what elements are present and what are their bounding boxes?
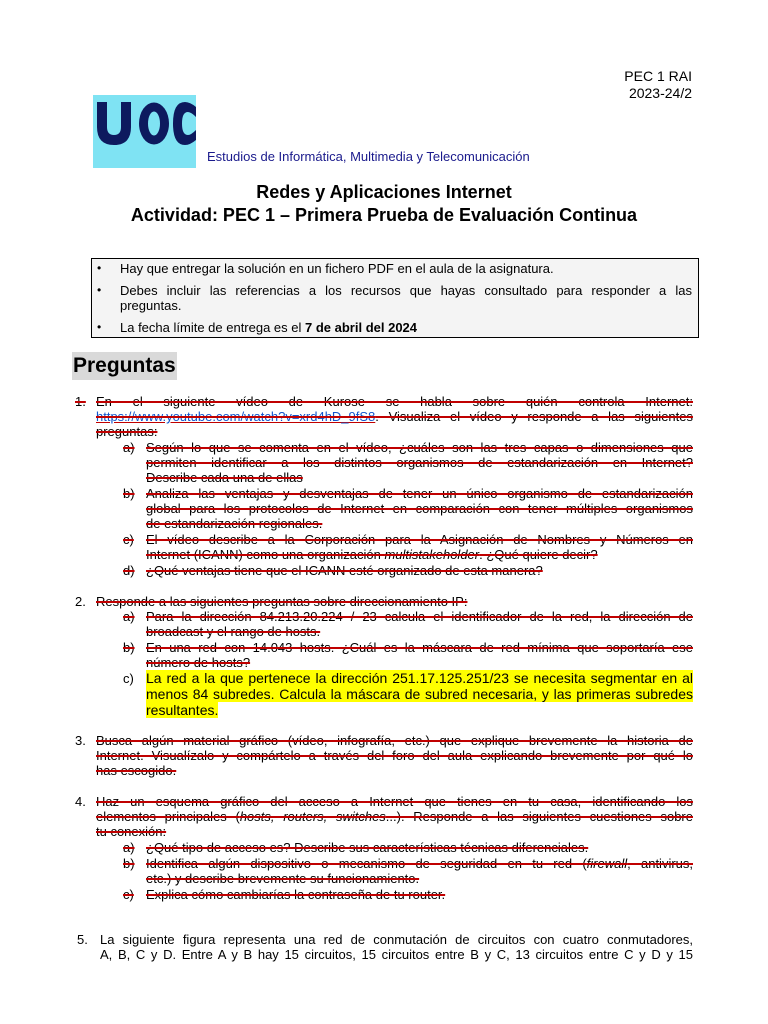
subitem-text: ¿Qué tipo de acceso es? Describe sus características técnicas diferenciales.: [146, 840, 589, 855]
subitem-text: número de hosts?: [146, 655, 251, 670]
subitem-text: de estandarización regionales.: [146, 516, 323, 531]
question-text-rest: . Visualiza el vídeo y responde a las siguientes: [375, 409, 693, 424]
uoc-logo: [93, 95, 196, 168]
text-run: , antivirus,: [627, 856, 693, 871]
question-text: Haz un esquema gráfico del acceso a Internet que tienes en tu casa, identificando los: [96, 794, 693, 809]
subitem-text: permiten identificar a los distintos organismos de estandarización en Internet?: [146, 455, 693, 470]
question-text: Responde a las siguientes preguntas sobre direccionamiento IP:: [96, 594, 468, 609]
subitem-label: a): [123, 440, 135, 455]
instruction-item: [120, 261, 692, 276]
question-number: 2.: [75, 594, 86, 609]
question-text: tu conexión:: [96, 824, 167, 839]
section-heading: Preguntas: [72, 352, 177, 380]
instruction-text: • Debes incluir las referencias a los recursos que hayas consultado para responder a las: [120, 283, 692, 298]
question-text: [96, 809, 693, 824]
page-title: Redes y Aplicaciones Internet: [256, 182, 512, 202]
subitem-text: etc.) y describe brevemente su funcionamiento.: [146, 871, 420, 886]
subitem-text: Explica cómo cambiarías la contraseña de tu router.: [146, 887, 446, 902]
text-run: ...). Responde a las siguientes cuestiones sobre: [385, 809, 693, 824]
question-number: 3.: [75, 733, 86, 748]
question-text: preguntas:: [96, 424, 158, 439]
text-run: Internet (ICANN) como una organización: [146, 547, 385, 562]
instruction-item: [120, 320, 692, 335]
instruction-text: La fecha límite de entrega es el: [120, 320, 306, 335]
subitem-text: global para los protocolos de Internet en comparación con tener múltiples organismos: [146, 501, 693, 516]
course-code: PEC 1 RAI: [624, 68, 692, 84]
course-header: [624, 68, 692, 102]
subitem-label: a): [123, 840, 135, 855]
subitem-text: [146, 856, 693, 871]
question-text: Busca algún material gráfico (vídeo, infografía, etc.) que explique brevemente la historia de: [96, 733, 693, 748]
question-number: 5.: [77, 932, 88, 947]
text-run: elementos principales (: [96, 809, 240, 824]
instruction-item: [120, 283, 692, 313]
video-link[interactable]: https://www.youtube.com/watch?v=xrd4hD_9fS8: [96, 409, 376, 424]
subitem-label: c): [123, 887, 134, 902]
highlighted-text: menos 84 subredes. Calcula la máscara de subred necesaria, y las primeras subredes: [146, 686, 693, 702]
text-emphasis: multistakeholder: [384, 547, 480, 562]
question-text: A, B, C y D. Entre A y B hay 15 circuitos, 15 circuitos entre B y C, 13 circuitos entre C y D y 15: [100, 947, 693, 962]
subitem-label: b): [123, 640, 135, 655]
uoc-logo-mark: [93, 95, 196, 168]
text-emphasis: hosts, routers, switches: [239, 809, 386, 824]
highlighted-text: resultantes.: [146, 702, 219, 718]
instructions-box: [91, 258, 699, 338]
deadline-date: 7 de abril del 2024: [305, 320, 418, 335]
text-emphasis: firewall: [586, 856, 628, 871]
subitem-label: d): [123, 563, 135, 578]
subitem-label: b): [123, 856, 135, 871]
page-subtitle: Actividad: PEC 1 – Primera Prueba de Evaluación Continua: [130, 205, 638, 225]
subitem-text: ¿Qué ventajas tiene que el ICANN esté organizado de esta manera?: [146, 563, 543, 578]
question-text: [96, 409, 693, 424]
subitem-text: Analiza las ventajas y desventajas de tener un único organismo de estandarización: [146, 486, 693, 501]
question-number: 1.: [75, 394, 86, 409]
term: 2023-24/2: [628, 85, 692, 101]
highlighted-text: La red a la que pertenece la dirección 251.17.125.251/23 se necesita segmentar en al: [146, 670, 693, 686]
instruction-text: preguntas.: [120, 298, 182, 313]
question-text: has escogido.: [96, 763, 177, 778]
subitem-text: broadcast y el rango de hosts.: [146, 624, 321, 639]
subitem-label: c): [123, 671, 134, 686]
question-number: 4.: [75, 794, 86, 809]
question-text: Internet. Visualízalo y compártelo a través del foro del aula explicando brevemente por qué lo: [96, 748, 693, 763]
question-text: La siguiente figura representa una red de conmutación de circuitos con cuatro conmutadores,: [100, 932, 693, 947]
subitem-text: El vídeo describe a la Corporación para la Asignación de Nombres y Números en: [146, 532, 693, 547]
subitem-label: b): [123, 486, 135, 501]
subitem-label: a): [123, 609, 135, 624]
instruction-text: Hay que entregar la solución en un fichero PDF en el aula de la asignatura.: [120, 261, 554, 276]
question-text: En el siguiente vídeo de Kurose se habla sobre quién controla Internet:: [96, 394, 693, 409]
studies-label: Estudios de Informática, Multimedia y Telecomunicación: [207, 149, 530, 164]
subitem-text: En una red con 14.043 hosts. ¿Cuál es la máscara de red mínima que soportaría ese: [146, 640, 693, 655]
subitem-text: Para la dirección 84.213.20.224 / 23 calcula el identificador de la red, la dirección de: [146, 609, 693, 624]
subitem-text: [146, 547, 598, 562]
text-run: Identifica algún dispositivo o mecanismo de seguridad en tu red (: [146, 856, 587, 871]
text-run: . ¿Qué quiere decir?: [479, 547, 598, 562]
subitem-label: c): [123, 532, 134, 547]
subitem-text: Describe cada una de ellas: [146, 470, 303, 485]
subitem-text: Según lo que se comenta en el vídeo, ¿cuáles son las tres capas o dimensiones que: [146, 440, 693, 455]
